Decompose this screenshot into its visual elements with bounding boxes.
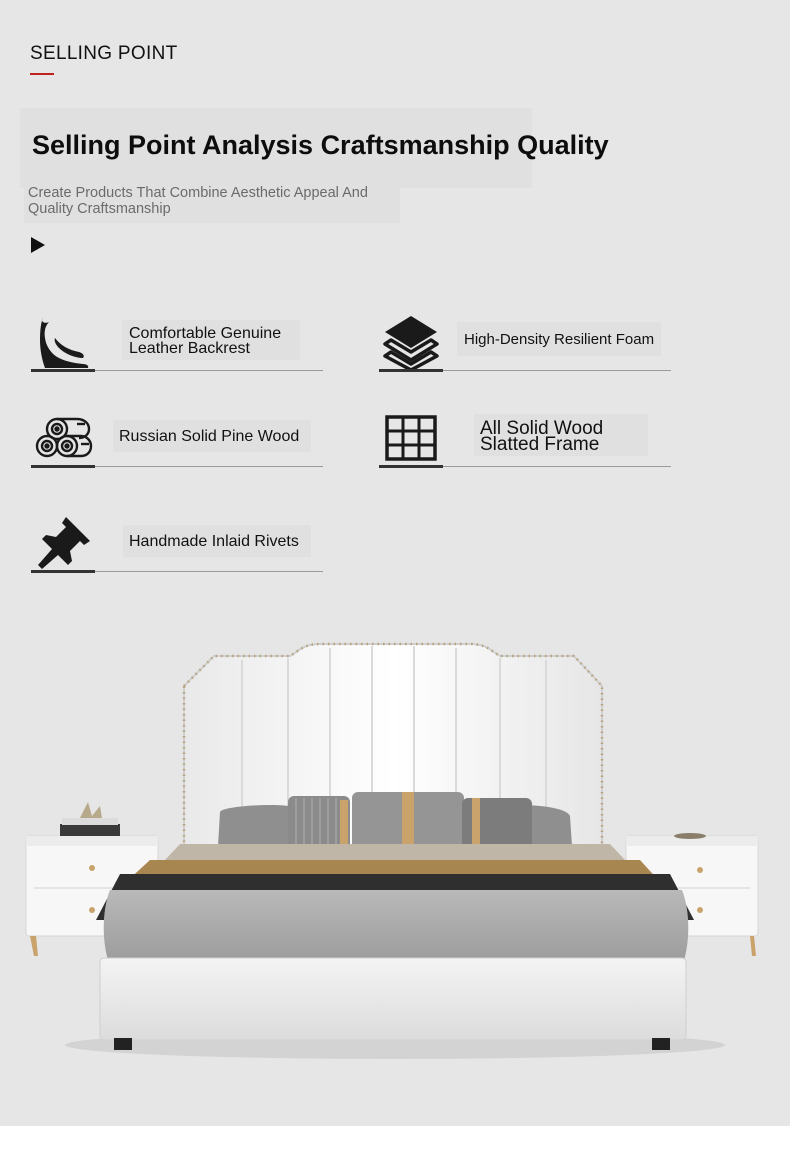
feature-label: Comfortable Genuine Leather Backrest — [129, 325, 282, 357]
feature-underline — [95, 571, 323, 572]
pushpin-icon — [31, 513, 95, 573]
section-label: SELLING POINT — [30, 43, 178, 64]
feature-underline-thick — [31, 369, 95, 372]
feature-underline-thick — [31, 570, 95, 573]
feature-label: High-Density Resilient Foam — [464, 331, 655, 348]
feature-label: Handmade Inlaid Rivets — [129, 533, 299, 550]
page-subtitle: Create Products That Combine Aesthetic Appeal And Quality Craftsmanship — [28, 185, 368, 217]
feature-underline-thick — [31, 465, 95, 468]
wood-logs-icon — [31, 408, 95, 468]
feature-pine-wood — [31, 408, 323, 470]
feature-foam — [379, 312, 671, 374]
feature-slatted-frame — [379, 408, 671, 470]
feature-label: All Solid Wood Slatted Frame — [480, 418, 604, 455]
grid-frame-icon — [379, 408, 443, 468]
feature-leather-backrest — [31, 312, 323, 374]
layers-icon — [379, 312, 443, 372]
feature-rivets — [31, 513, 323, 575]
feature-underline — [443, 466, 671, 467]
feature-underline-thick — [379, 465, 443, 468]
play-icon[interactable] — [31, 237, 45, 253]
feature-underline-thick — [379, 369, 443, 372]
section-underline — [30, 73, 54, 75]
page-title: Selling Point Analysis Craftsmanship Quality — [32, 130, 609, 160]
bed-product-image — [0, 620, 790, 1126]
feature-underline — [95, 466, 323, 467]
feature-underline — [95, 370, 323, 371]
leather-backrest-icon — [31, 312, 95, 372]
feature-underline — [443, 370, 671, 371]
feature-label: Russian Solid Pine Wood — [119, 428, 300, 445]
